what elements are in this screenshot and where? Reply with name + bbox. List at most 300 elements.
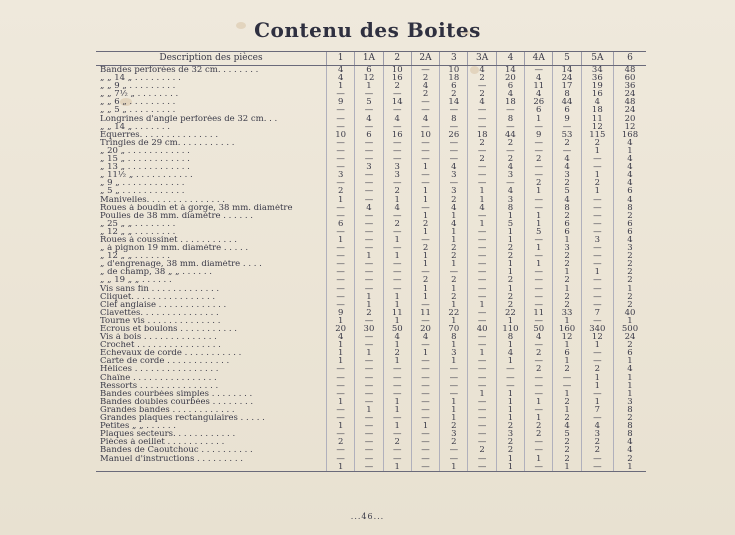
part-description: Chaîne . . . . . . . . . . . . . . . . [100,373,217,382]
column-header-box: 3 [440,52,468,66]
table-row [96,268,646,276]
quantity-cell: — [411,357,439,365]
quantity-cell: 1 [327,463,355,472]
quantity-cell: — [440,390,468,398]
quantity-cell: 4 [525,74,553,82]
table-row [96,228,646,236]
quantity-cell: — [355,285,383,293]
quantity-cell: 2 [496,244,524,252]
quantity-cell: — [383,90,411,98]
part-description: Roues à boudin et à gorge, 38 mm. diamètre [100,203,293,212]
quantity-cell: — [525,390,553,398]
table-row [96,398,646,406]
quantity-cell: 2 [614,260,646,268]
quantity-cell: 26 [440,131,468,139]
quantity-cell: — [525,204,553,212]
quantity-cell: 1 [355,293,383,301]
quantity-cell: 10 [383,66,411,75]
quantity-cell: — [468,244,496,252]
quantity-cell: — [581,455,613,463]
quantity-cell: 6 [553,220,581,228]
part-description: „ de champ, 38 „ „ . . . . . . [100,268,212,277]
quantity-cell: 1 [614,285,646,293]
quantity-cell: — [468,106,496,114]
quantity-cell: — [468,228,496,236]
quantity-cell: 4 [468,98,496,106]
quantity-cell: 2 [383,82,411,90]
column-header-box: 1A [355,52,383,66]
table-row [96,147,646,155]
quantity-cell: — [496,123,524,131]
quantity-cell: — [327,139,355,147]
quantity-cell: 1 [614,317,646,325]
quantity-cell: — [440,147,468,155]
quantity-cell: 1 [614,357,646,365]
quantity-cell: — [411,106,439,114]
quantity-cell: — [355,123,383,131]
quantity-cell: 2 [614,301,646,309]
quantity-cell: 1 [553,357,581,365]
quantity-cell: — [468,438,496,446]
quantity-cell: 4 [553,163,581,171]
part-description: „ „ 19 „ „ . . . . . . [100,276,172,285]
part-description: Clef anglaise . . . . . . . . . . . . . [100,300,227,309]
quantity-cell: — [496,179,524,187]
part-description: „ d'engrenage, 38 mm. diamètre . . . . [100,260,262,269]
quantity-cell: — [496,106,524,114]
quantity-cell: — [383,285,411,293]
quantity-cell: 2 [440,276,468,284]
quantity-cell: 6 [614,187,646,195]
table-row [96,325,646,333]
quantity-cell: — [525,268,553,276]
quantity-cell: 1 [355,406,383,414]
quantity-cell: 8 [496,333,524,341]
quantity-cell: 1 [440,285,468,293]
quantity-cell: 3 [496,196,524,204]
quantity-cell: 4 [614,155,646,163]
quantity-cell: 2 [496,276,524,284]
quantity-cell: 4 [411,333,439,341]
quantity-cell: — [355,438,383,446]
quantity-cell: — [355,365,383,373]
quantity-cell: 4 [496,349,524,357]
part-description: Pièces à oeillet . . . . . . . . . . . [100,438,225,447]
quantity-cell: — [468,123,496,131]
quantity-cell: — [355,276,383,284]
part-description: Cliquet. . . . . . . . . . . . . . . . [100,292,216,301]
part-description: „ 25 „ „ . . . . . . . . [100,219,176,228]
quantity-cell: 5 [525,228,553,236]
quantity-cell: 9 [553,115,581,123]
quantity-cell: — [383,244,411,252]
quantity-cell: — [355,317,383,325]
quantity-cell: 1 [496,285,524,293]
quantity-cell: 1 [411,163,439,171]
quantity-cell: 4 [355,115,383,123]
table-row [96,82,646,90]
quantity-cell: — [355,212,383,220]
quantity-cell: 2 [553,252,581,260]
quantity-cell: 50 [383,325,411,333]
table-header-row [96,52,646,66]
quantity-cell: — [327,374,355,382]
quantity-cell: 2 [553,139,581,147]
quantity-cell: — [411,374,439,382]
quantity-cell: — [581,163,613,171]
quantity-cell: 4 [411,115,439,123]
quantity-cell: — [581,349,613,357]
table-row [96,317,646,325]
quantity-cell: — [496,382,524,390]
quantity-cell: 1 [355,82,383,90]
quantity-cell: 2 [496,301,524,309]
quantity-cell: 3 [553,244,581,252]
quantity-cell: — [496,365,524,373]
quantity-cell: — [468,276,496,284]
quantity-cell: 2 [553,414,581,422]
quantity-cell: — [468,382,496,390]
quantity-cell: — [383,365,411,373]
quantity-cell: — [383,212,411,220]
quantity-cell: 40 [614,309,646,317]
quantity-cell: — [355,139,383,147]
quantity-cell: 2 [614,276,646,284]
quantity-cell: 3 [440,171,468,179]
quantity-cell: — [525,293,553,301]
part-description: „ „ 5 „ . . . . . . . . . [100,106,176,115]
quantity-cell: 6 [496,82,524,90]
quantity-cell: 2 [553,365,581,373]
quantity-cell: 1 [553,285,581,293]
quantity-cell: 4 [614,438,646,446]
quantity-cell: — [355,179,383,187]
quantity-cell: 24 [614,90,646,98]
quantity-cell: — [411,446,439,454]
quantity-cell: 8 [496,115,524,123]
quantity-cell: 1 [553,406,581,414]
quantity-cell: — [553,147,581,155]
quantity-cell: 160 [553,325,581,333]
quantity-cell: 2 [614,341,646,349]
quantity-cell: 4 [553,155,581,163]
quantity-cell: 2 [383,349,411,357]
quantity-cell: — [327,228,355,236]
quantity-cell: 8 [614,406,646,414]
quantity-cell: 1 [327,341,355,349]
quantity-cell: 1 [581,374,613,382]
quantity-cell: 12 [614,123,646,131]
quantity-cell: 1 [411,349,439,357]
quantity-cell: 2 [496,139,524,147]
quantity-cell: — [440,268,468,276]
quantity-cell: — [327,163,355,171]
quantity-cell: — [525,123,553,131]
quantity-cell: 1 [327,422,355,430]
quantity-cell: 2 [411,220,439,228]
quantity-cell: 1 [355,301,383,309]
quantity-cell: — [468,455,496,463]
part-description: Echevaux de corde . . . . . . . . . . . [100,349,242,358]
quantity-cell: — [383,106,411,114]
quantity-cell: — [327,406,355,414]
quantity-cell: 4 [525,333,553,341]
quantity-cell: 4 [553,196,581,204]
quantity-cell: 1 [553,317,581,325]
quantity-cell: — [355,422,383,430]
quantity-cell: 1 [614,374,646,382]
quantity-cell: 2 [525,422,553,430]
part-description: Longrines d'angle perforées de 32 cm. . . [100,114,278,123]
quantity-cell: — [440,382,468,390]
quantity-cell: — [327,285,355,293]
quantity-cell: — [468,414,496,422]
quantity-cell: 16 [581,90,613,98]
column-header-box: 4 [496,52,524,66]
quantity-cell: 2 [440,196,468,204]
quantity-cell: — [525,357,553,365]
column-header-description: Description des pièces [96,52,327,66]
quantity-cell: — [525,406,553,414]
quantity-cell: 6 [614,220,646,228]
table-row [96,155,646,163]
quantity-cell: 1 [496,212,524,220]
quantity-cell: 2 [553,446,581,454]
quantity-cell: 3 [614,398,646,406]
quantity-cell: 60 [614,74,646,82]
quantity-cell: 2 [525,365,553,373]
quantity-cell: — [327,268,355,276]
quantity-cell: — [383,123,411,131]
quantity-cell: 34 [581,66,613,75]
quantity-cell: 1 [553,341,581,349]
quantity-cell: — [553,123,581,131]
quantity-cell: 20 [614,115,646,123]
quantity-cell: — [355,260,383,268]
quantity-cell: 2 [581,139,613,147]
quantity-cell: 11 [411,309,439,317]
quantity-cell: 500 [614,325,646,333]
quantity-cell: — [355,196,383,204]
quantity-cell: 1 [383,357,411,365]
quantity-cell: 2 [468,446,496,454]
quantity-cell: 7 [581,406,613,414]
quantity-cell: — [327,212,355,220]
quantity-cell: 1 [468,349,496,357]
part-description: „ 12 „ „ . . . . . . . . [100,227,176,236]
quantity-cell: — [468,179,496,187]
quantity-cell: 2 [411,90,439,98]
table-row [96,90,646,98]
quantity-cell: 11 [525,309,553,317]
quantity-cell: 1 [496,406,524,414]
quantity-cell: 4 [440,163,468,171]
quantity-cell: 2 [411,244,439,252]
quantity-cell: — [327,382,355,390]
quantity-cell: — [355,333,383,341]
quantity-cell: 3 [553,171,581,179]
quantity-cell: — [468,333,496,341]
quantity-cell: — [581,357,613,365]
quantity-cell: — [468,374,496,382]
quantity-cell: 4 [614,163,646,171]
quantity-cell: — [581,463,613,472]
quantity-cell: — [468,171,496,179]
quantity-cell: — [327,179,355,187]
quantity-cell: — [581,155,613,163]
quantity-cell: — [440,455,468,463]
quantity-cell: 1 [496,414,524,422]
quantity-cell: 4 [383,204,411,212]
part-description: Equerres. . . . . . . . . . . . . . . [100,130,219,139]
table-row [96,252,646,260]
quantity-cell: — [468,268,496,276]
quantity-cell: 1 [383,422,411,430]
quantity-cell: — [525,252,553,260]
quantity-cell: 3 [496,430,524,438]
quantity-cell: 1 [525,212,553,220]
quantity-cell: — [383,179,411,187]
quantity-cell: 4 [614,365,646,373]
quantity-cell: 5 [553,187,581,195]
quantity-cell: 3 [383,163,411,171]
quantity-cell: — [383,147,411,155]
quantity-cell: 1 [525,398,553,406]
quantity-cell: 1 [496,398,524,406]
quantity-cell: 1 [440,414,468,422]
quantity-cell: — [496,374,524,382]
quantity-cell: 1 [553,236,581,244]
quantity-cell: 1 [383,301,411,309]
quantity-cell: 1 [411,228,439,236]
part-description: „ 15 „ . . . . . . . . . . . . [100,155,190,164]
part-description: Manivelles. . . . . . . . . . . . . . . [100,195,225,204]
quantity-cell: 2 [553,301,581,309]
quantity-cell: 2 [553,276,581,284]
quantity-cell: — [411,236,439,244]
table-row [96,455,646,463]
quantity-cell: — [468,309,496,317]
part-description: Clavettes. . . . . . . . . . . . . . . [100,308,219,317]
quantity-cell: 1 [383,293,411,301]
quantity-cell: — [525,382,553,390]
part-description: Plaques secteurs. . . . . . . . . . . . [100,430,236,439]
quantity-cell: 3 [614,244,646,252]
quantity-cell: 2 [496,252,524,260]
quantity-cell: — [525,463,553,472]
quantity-cell: 10 [440,66,468,75]
quantity-cell: — [468,147,496,155]
quantity-cell: 3 [581,236,613,244]
quantity-cell: — [411,204,439,212]
quantity-cell: — [411,382,439,390]
table-row [96,463,646,472]
quantity-cell: 2 [468,155,496,163]
quantity-cell: — [327,115,355,123]
quantity-cell: 1 [411,187,439,195]
quantity-cell: — [411,123,439,131]
quantity-cell: 6 [614,228,646,236]
quantity-cell: 8 [614,204,646,212]
quantity-cell: — [327,390,355,398]
quantity-cell: — [411,398,439,406]
table-row [96,446,646,454]
quantity-cell: 1 [383,463,411,472]
part-description: Tringles de 29 cm. . . . . . . . . . . [100,138,235,147]
part-description: „ „ 6 „ . . . . . . . . . [100,98,176,107]
quantity-cell: 1 [411,293,439,301]
quantity-cell: — [327,293,355,301]
quantity-cell: — [355,455,383,463]
quantity-cell: 1 [383,398,411,406]
quantity-cell: 1 [440,236,468,244]
quantity-cell: 168 [614,131,646,139]
quantity-cell: 9 [327,98,355,106]
quantity-cell: 1 [440,301,468,309]
quantity-cell: 1 [525,187,553,195]
part-description: „ 13 „ . . . . . . . . . . . . [100,163,190,172]
quantity-cell: 3 [496,171,524,179]
quantity-cell: 1 [355,349,383,357]
quantity-cell: 1 [525,244,553,252]
quantity-cell: — [411,390,439,398]
quantity-cell: 20 [496,74,524,82]
quantity-cell: 6 [553,228,581,236]
quantity-cell: — [411,155,439,163]
part-description: Bandes courbées simples . . . . . . . . [100,389,253,398]
quantity-cell: 8 [440,115,468,123]
quantity-cell: — [468,422,496,430]
column-header-box: 5 [553,52,581,66]
quantity-cell: — [525,374,553,382]
quantity-cell: — [581,196,613,204]
quantity-cell: 2 [355,309,383,317]
quantity-cell: 1 [614,390,646,398]
quantity-cell: 2 [440,244,468,252]
quantity-cell: 12 [581,333,613,341]
quantity-cell: 2 [525,349,553,357]
table-row [96,98,646,106]
quantity-cell: 18 [440,74,468,82]
quantity-cell: 1 [496,357,524,365]
quantity-cell: — [525,276,553,284]
quantity-cell: 1 [581,382,613,390]
quantity-cell: — [327,301,355,309]
quantity-cell: — [411,455,439,463]
quantity-cell: 3 [581,430,613,438]
column-header-box: 4A [525,52,553,66]
quantity-cell: — [525,438,553,446]
quantity-cell: 2 [383,220,411,228]
quantity-cell: 1 [496,317,524,325]
quantity-cell: — [581,293,613,301]
quantity-cell: — [581,220,613,228]
table-row [96,204,646,212]
quantity-cell: — [525,317,553,325]
quantity-cell: 1 [581,171,613,179]
part-description: „ à pignon 19 mm. diamètre . . . . . [100,244,249,253]
quantity-cell: 3 [383,171,411,179]
table-row [96,179,646,187]
quantity-cell: 2 [525,155,553,163]
quantity-cell: — [355,463,383,472]
quantity-cell: 10 [327,131,355,139]
table-row [96,220,646,228]
quantity-cell: 9 [525,131,553,139]
quantity-cell: 2 [553,260,581,268]
quantity-cell: — [327,244,355,252]
quantity-cell: — [355,220,383,228]
